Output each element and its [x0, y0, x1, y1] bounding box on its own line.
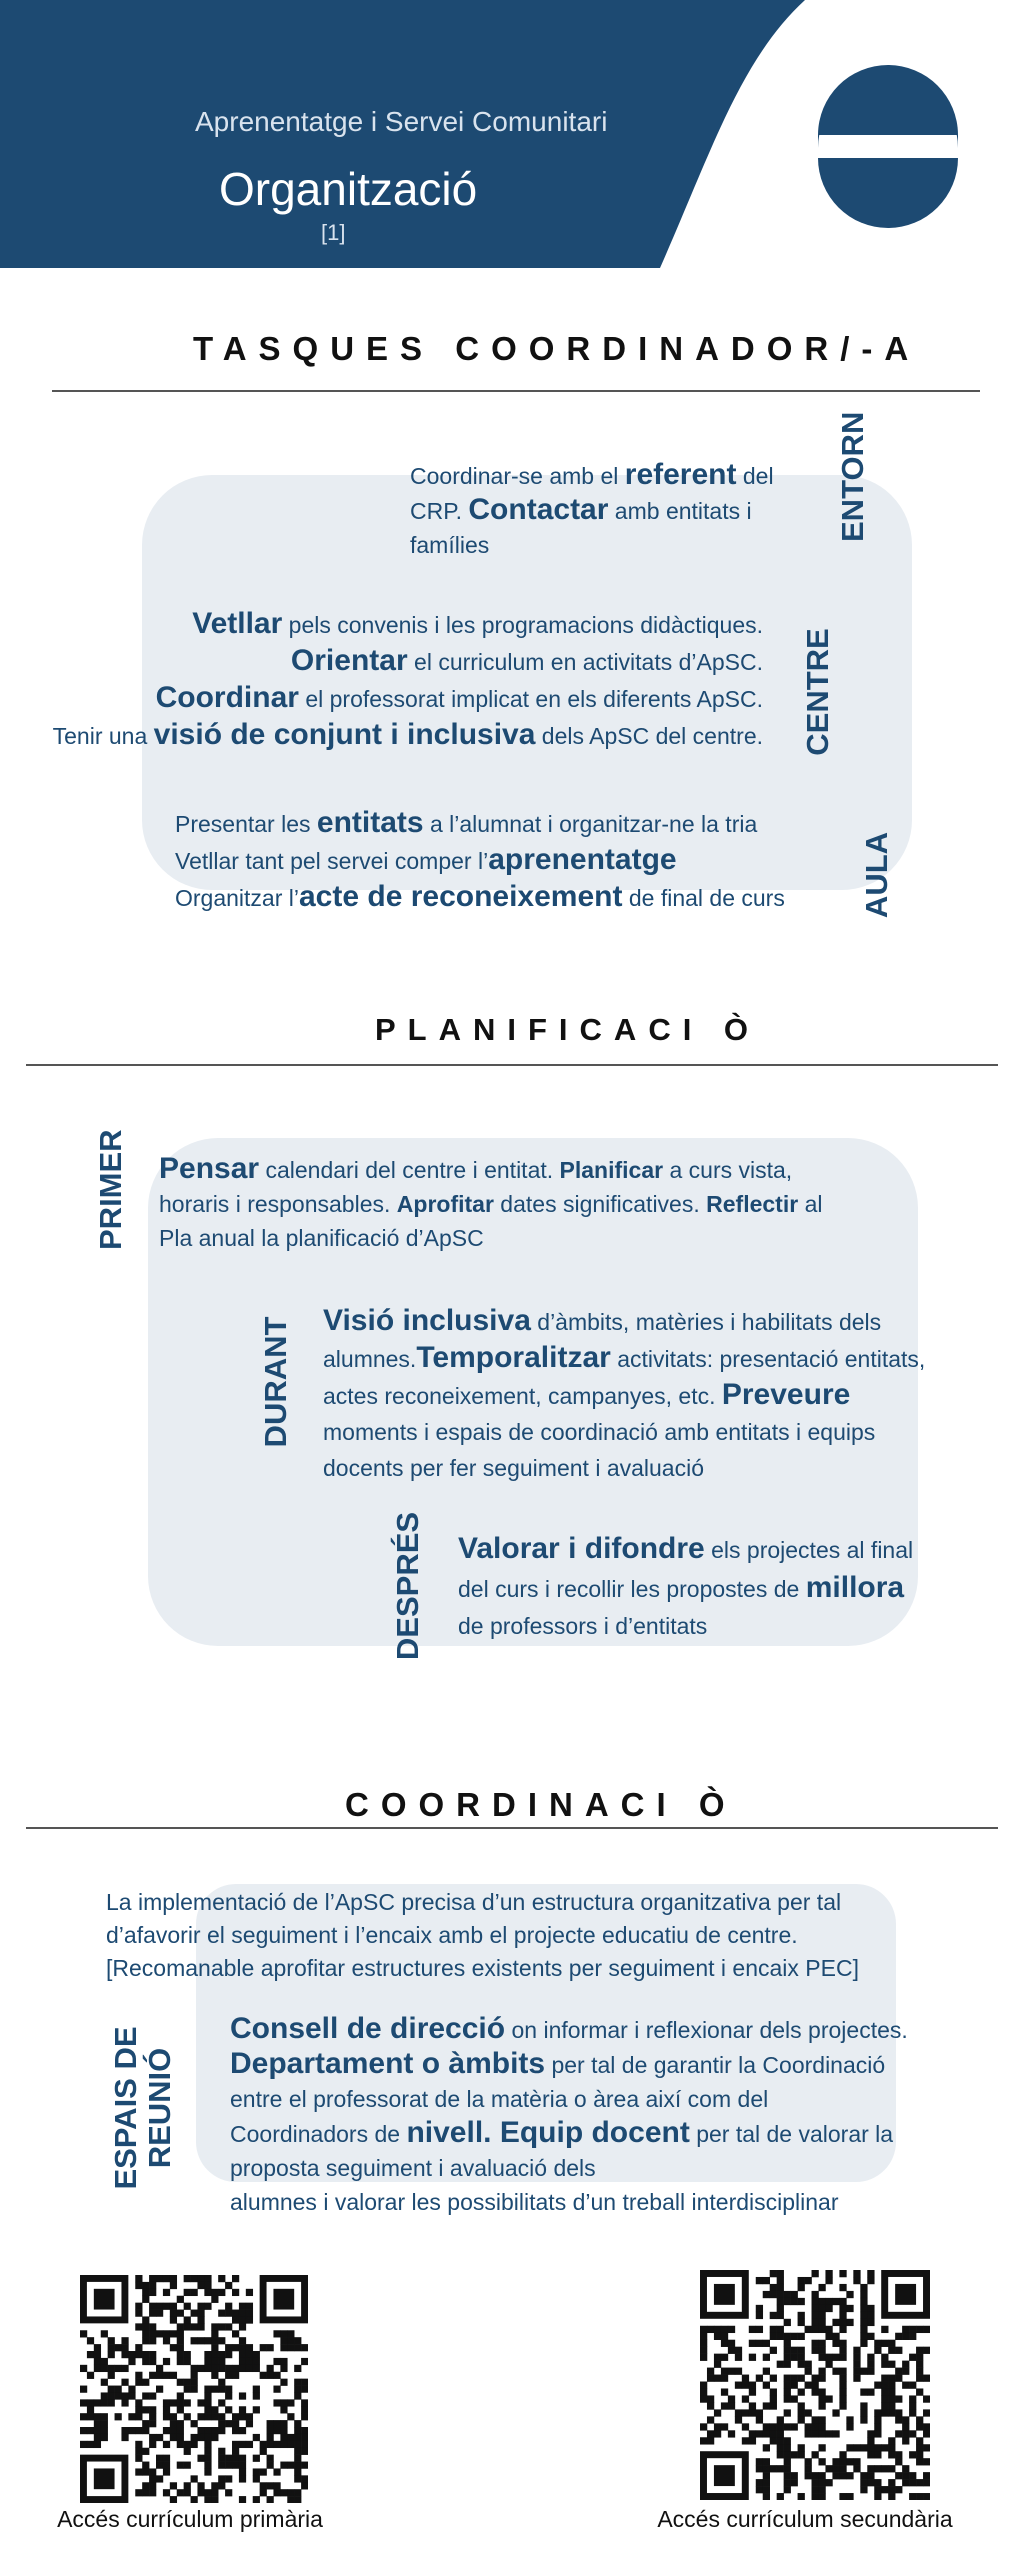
durant-text: Visió inclusiva d’àmbits, matèries i habilitats dels alumnes.Temporalitzar activitats: presentació entitats, actes reconeixement, campanyes, etc. Preveure moments i espais de coordinació amb entitats i equips docents per fer seguiment i avaluació — [323, 1304, 926, 1481]
section-title-planificacio: PLANIFICACI Ò — [375, 1012, 761, 1047]
label-espais-reunio: ESPAIS DE REUNIÓ — [108, 2026, 177, 2190]
aula-text: Presentar les entitats a l’alumnat i organitzar-ne la tria Vetllar tant pel servei comper l’aprenentatge Organitzar l’acte de reconeixement de final de curs — [175, 806, 785, 913]
header-title: Organització — [219, 163, 478, 215]
label-entorn: ENTORN — [835, 411, 870, 542]
centre-text: Vetllar pels convenis i les programacions didàctiques. Orientar el curriculum en activitats d’ApSC. Coordinar el professorat implicat en els diferents ApSC. Tenir una visió de conjunt i inclusiva dels ApSC del centre. — [52, 607, 763, 751]
header-subtitle: Aprenentatge i Servei Comunitari — [195, 106, 608, 137]
despres-text: Valorar i difondre els projectes al final del curs i recollir les propostes de millora de professors i d’entitats — [458, 1532, 914, 1639]
label-durant: DURANT — [258, 1316, 293, 1448]
label-aula: AULA — [859, 831, 894, 919]
label-centre: CENTRE — [800, 628, 835, 756]
section-title-tasques: TASQUES COORDINADOR/-A — [193, 330, 921, 367]
section-title-coordinacio: COORDINACI Ò — [345, 1786, 737, 1823]
header-banner — [0, 0, 1018, 268]
espais-text: Consell de direcció on informar i reflexionar dels projectes. Departament o àmbits per tal de garantir la Coordinació entre el professorat de la matèria o àrea així com del Coordinadors de nivell. Equip docent per tal de valorar la proposta seguiment i avaluació dels alumnes i valorar les possibilitats d’un treball interdisciplinar — [230, 2012, 908, 2215]
qr-code-secundaria[interactable] — [700, 2270, 930, 2500]
qr-label-primaria: Accés currículum primària — [57, 2506, 323, 2532]
label-primer: PRIMER — [93, 1129, 128, 1250]
section-divider — [52, 390, 980, 392]
qr-label-secundaria: Accés currículum secundària — [657, 2506, 953, 2532]
coordinacio-intro: La implementació de l’ApSC precisa d’un estructura organitzativa per tal d’afavorir el seguiment i l’encaix amb el projecte educatiu de centre. [Recomanable aprofitar estructures existents per seguiment i encaix PEC] — [106, 1889, 859, 1981]
apsc-e-logo-icon — [818, 65, 958, 228]
entorn-text: Coordinar-se amb el referent del CRP. Contactar amb entitats i famílies — [410, 458, 774, 558]
qr-code-icon — [700, 2270, 930, 2500]
primer-text: Pensar calendari del centre i entitat. Planificar a curs vista, horaris i responsables. Aprofitar dates significatives. Reflectir al Pla anual la planificació d’ApSC — [159, 1152, 823, 1251]
qr-code-icon — [80, 2275, 308, 2503]
qr-code-primaria[interactable] — [80, 2275, 308, 2503]
section-divider — [26, 1064, 998, 1066]
label-despres: DESPRÉS — [390, 1511, 425, 1661]
header-footnote: [1] — [321, 220, 346, 245]
section-divider — [26, 1827, 998, 1829]
